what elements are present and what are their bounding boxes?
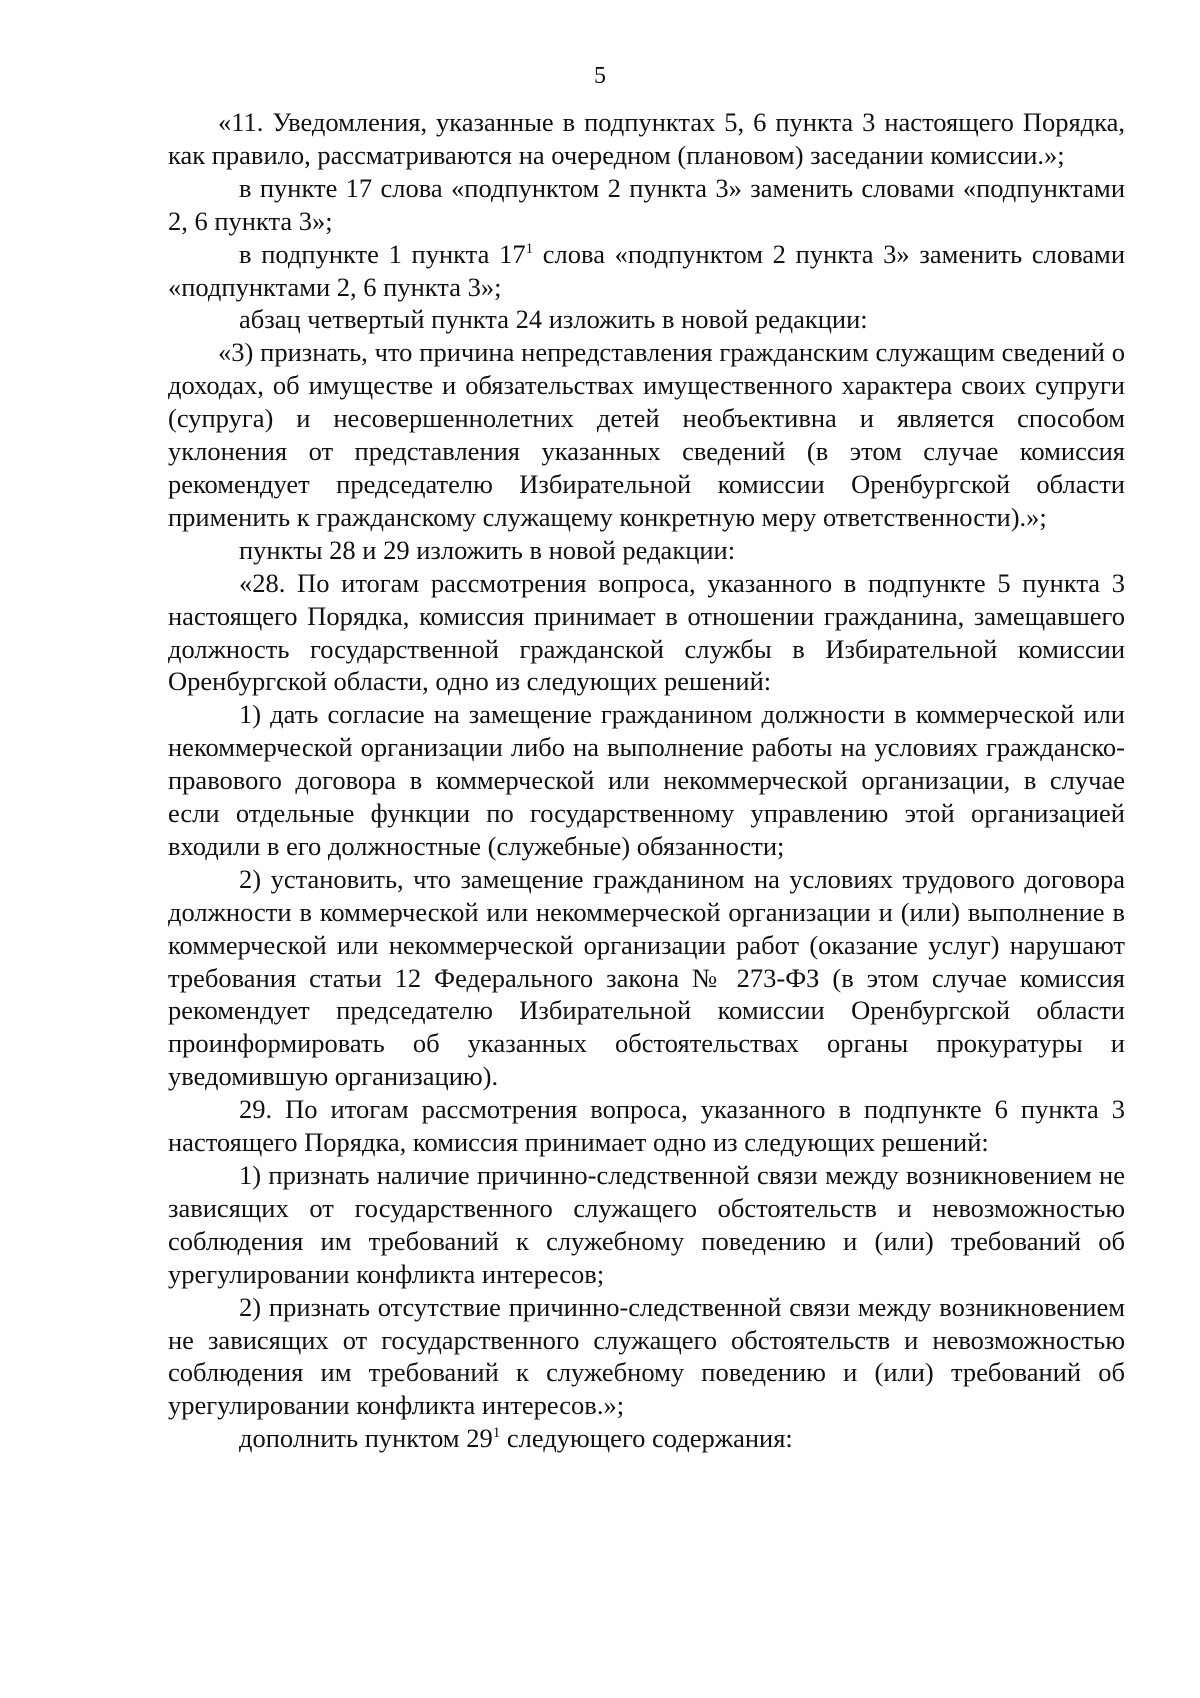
paragraph-amend-point-17: в пункте 17 слова «подпунктом 2 пункта 3» заменить словами «подпунктами 2, 6 пункта 3»; xyxy=(168,172,1125,236)
paragraph-item-29: 29. По итогам рассмотрения вопроса, указанного в подпункте 6 пункта 3 настоящего Порядка, комиссия принимает одно из следующих решений: xyxy=(168,1094,1125,1158)
page-number: 5 xyxy=(594,63,606,89)
paragraph-text: слова «подпунктом 2 пункта 3» заменить словами «подпунктами 2, 6 пункта 3»; xyxy=(168,238,1126,302)
paragraph-item-29-1: 1) признать наличие причинно-следственной связи между возникновением не зависящих от государственного служащего обстоятельств и невозможностью соблюдения им требований к служебному поведению и (или) требований об урегулировании конфликта интересов; xyxy=(168,1160,1125,1289)
paragraph-item-28-1: 1) дать согласие на замещение гражданином должности в коммерческой или некоммерческой организации либо на выполнение работы на условиях гражданско-правового договора в коммерческой или некоммерческой организации, в случае если отдельные функции по государственному управлению этой организацией входили в его должностные (служебные) обязанности; xyxy=(168,699,1125,861)
superscript: 1 xyxy=(492,1425,501,1442)
document-body xyxy=(168,106,1125,1455)
superscript: 1 xyxy=(525,240,534,257)
paragraph-item-28: «28. По итогам рассмотрения вопроса, указанного в подпункте 5 пункта 3 настоящего Порядка, комиссия принимает в отношении гражданина, замещавшего должность государственной гражданской службы в Избирательной комиссии Оренбургской области, одно из следующих решений: xyxy=(168,567,1125,697)
paragraph-add-point-29-1 xyxy=(168,1422,1125,1455)
paragraph-amend-point-17-1 xyxy=(168,238,1125,304)
paragraph-item-11: «11. Уведомления, указанные в подпунктах 5, 6 пункта 3 настоящего Порядка, как правило, рассматриваются на очередном (плановом) заседании комиссии.»; xyxy=(168,107,1125,170)
paragraph-item-29-2: 2) признать отсутствие причинно-следственной связи между возникновением не зависящих от государственного служащего обстоятельств и невозможностью соблюдения им требований к служебному поведению и (или) требований об урегулировании конфликта интересов.»; xyxy=(168,1291,1125,1421)
paragraph-text: дополнить пунктом 29 xyxy=(239,1423,493,1454)
paragraph-item-28-2: 2) установить, что замещение гражданином на условиях трудового договора должности в коммерческой или некоммерческой организации и (или) выполнение в коммерческой или некоммерческой организации работ (оказание услуг) нарушают требования статьи 12 Федерального закона № 273-ФЗ (в этом случае комиссия рекомендует председателю Избирательной комиссии Оренбургской области проинформировать об указанных обстоятельствах органы прокуратуры и уведомившую организацию). xyxy=(168,863,1125,1092)
paragraph-subitem-3: «3) признать, что причина непредставления гражданским служащим сведений о доходах, об имуществе и обязательствах имущественного характера своих супруги (супруга) и несовершеннолетних детей необъективна и является способом уклонения от представления указанных сведений (в этом случае комиссия рекомендует председателю Избирательной комиссии Оренбургской области применить к гражданскому служащему конкретную меру ответственности).»; xyxy=(168,337,1125,532)
paragraph-text: в подпункте 1 пункта 17 xyxy=(239,238,526,269)
paragraph-amend-point-24: абзац четвертый пункта 24 изложить в новой редакции: xyxy=(239,304,868,335)
paragraph-text: следующего содержания: xyxy=(500,1423,793,1454)
paragraph-amend-points-28-29: пункты 28 и 29 изложить в новой редакции: xyxy=(239,534,736,565)
